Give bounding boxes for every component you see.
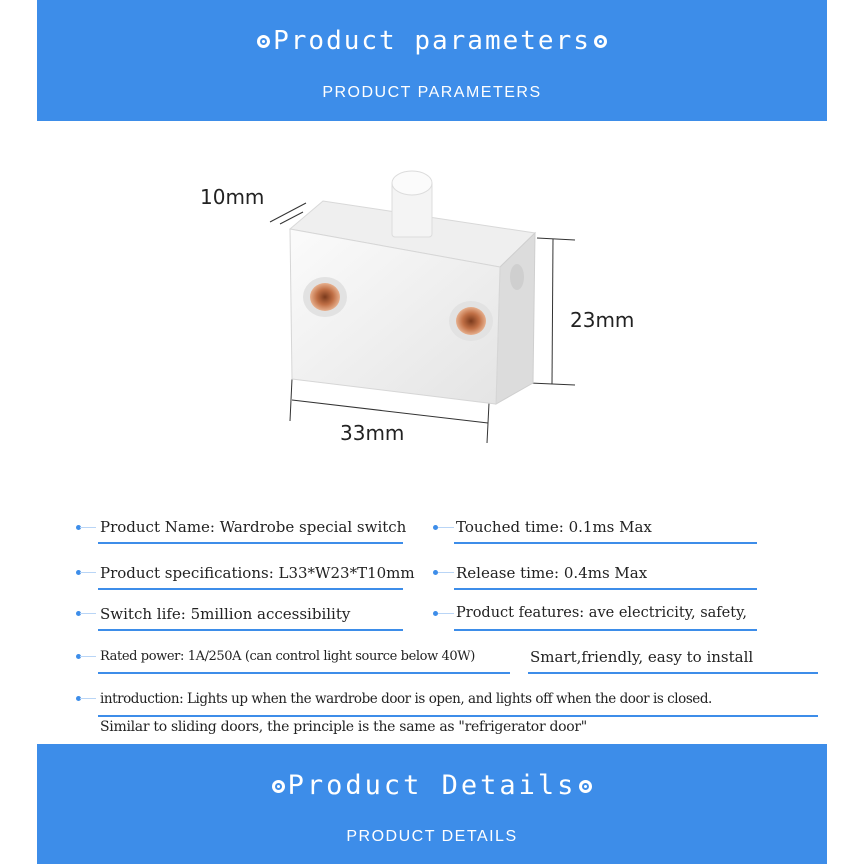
section-subtitle: PRODUCT PARAMETERS [322,84,542,101]
dimension-depth: 23mm [570,308,635,332]
spec-features-continued: Smart,friendly, easy to install [530,648,754,666]
circle-dot-icon [257,35,270,48]
spec-touched-time: Touched time: 0.1ms Max [456,518,652,536]
switch-illustration [0,121,864,501]
specifications [0,505,864,745]
spec-product-features: Product features: ave electricity, safety, [456,605,747,621]
section-title-text: Product parameters [273,26,591,56]
spec-product-name: Product Name: Wardrobe special switch [100,518,407,536]
spec-release-time: Release time: 0.4ms Max [456,564,648,582]
spec-introduction-continued: Similar to sliding doors, the principle is the same as "refrigerator door" [100,719,587,735]
circle-dot-icon [594,35,607,48]
section-title [37,26,827,56]
circle-dot-icon [272,780,285,793]
circle-dot-icon [579,780,592,793]
dimension-height: 10mm [200,185,265,209]
product-image [0,121,864,501]
section-subtitle: PRODUCT DETAILS [346,828,518,845]
spec-rated-power: Rated power: 1A/250A (can control light source below 40W) [100,649,475,664]
top-banner [37,0,827,121]
spec-switch-life: Switch life: 5million accessibility [100,605,351,623]
spec-product-specifications: Product specifications: L33*W23*T10mm [100,564,415,582]
dimension-width: 33mm [340,421,405,445]
bottom-banner [37,744,827,864]
spec-introduction: introduction: Lights up when the wardrobe door is open, and lights off when the door is closed. [100,691,712,707]
section-title-text: Product Details [287,770,577,801]
section-title [37,770,827,801]
